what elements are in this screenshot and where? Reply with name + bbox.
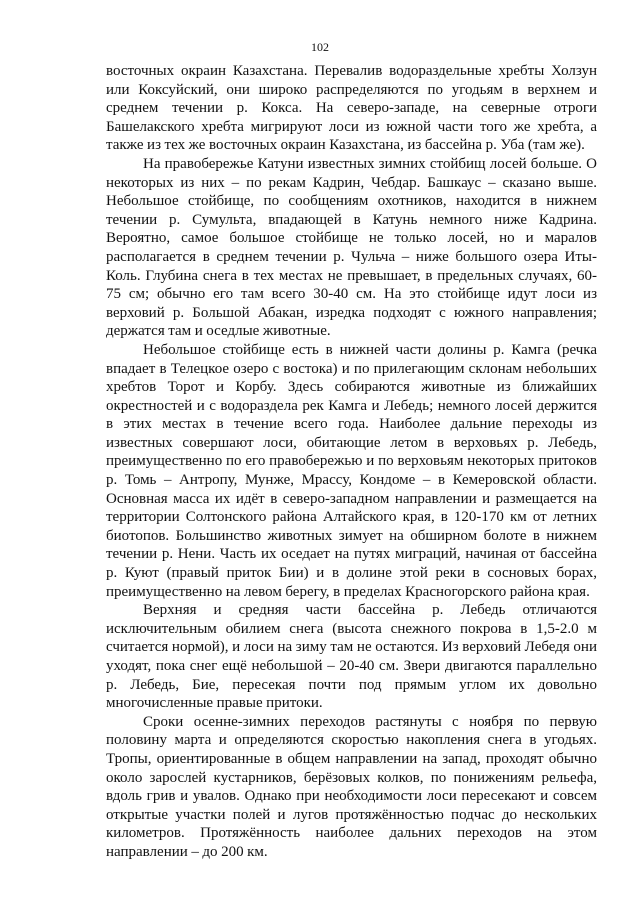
paragraph-lebed-basin: Верхняя и средняя части бассейна р. Лебедь отличаются исключительным обилием снега (высота снежного покрова в 1,5-2.0 м считается нормой), и лоси на зиму там не остаются. Из верховий Лебедя они уходят, пока снег ещё небольшой – 20-40 см. Звери двигаются параллельно р. Лебедь, Бие, пересекая почти под прямым углом их довольно многочисленные правые притоки.: [106, 602, 597, 712]
page-number: 102: [311, 40, 329, 54]
paragraph-continuation: восточных окраин Казахстана. Перевалив водораздельные хребты Холзун или Коксуйский, они широко распределяются по угодьям в верхнем и среднем течении р. Кокса. На северо-западе, на северные отроги Башелакского хребта мигрируют лоси из южной части того же хребта, а также из тех же восточных окраин Казахстана, из бассейна р. Уба (там же).: [106, 63, 597, 154]
paragraph-migration-timing: Сроки осенне-зимних переходов растянуты с ноября по первую половину марта и определяются скоростью накопления снега в угодьях. Тропы, ориентированные в общем направлении на запад, проходят обычно около зарослей кустарников, берёзовых колков, по понижениям рельефа, вдоль грив и увалов. Однако при необходимости лоси пересекают и совсем открытые участки полей и лугов протяжённостью подчас до нескольких километров. Протяжённость наиболее дальних переходов на этом направлении – до 200 км.: [106, 713, 597, 860]
paragraph-katun-right-bank: На правобережье Катуни известных зимних стойбищ лосей больше. О некоторых из них – по рекам Кадрин, Чебдар. Башкаус – сказано выше. Небольшое стойбище, по сообщениям охотников, находится в нижнем течении р. Сумульта, впадающей в Катунь немного ниже Кадрина. Вероятно, самое большое стойбище не только лосей, но и маралов располагается в среднем течении р. Чульча – ниже большого озера Иты-Коль. Глубина снега в тех местах не превышает, в предельных случаях, 60-75 см; обычно его там всего 30-40 см. На это стойбище идут лоси из верховий р. Большой Абакан, изредка подходят с южного направления; держатся там и оседлые животные.: [106, 155, 597, 340]
text-body: [106, 62, 597, 862]
paragraph-kamga-valley: Небольшое стойбище есть в нижней части долины р. Камга (речка впадает в Телецкое озеро с востока) и по прилегающим склонам небольших хребтов Торот и Корбу. Здесь собираются животные из ближайших окрестностей и с водораздела рек Камга и Лебедь; немного лосей держится в этих местах в течение всего года. Наиболее дальние переходы из известных совершают лоси, обитающие летом в верховьях р. Лебедь, преимущественно по его правобережью и по верховьям некоторых притоков р. Томь – Антропу, Мунже, Мрассу, Кондоме – в Кемеровской области. Основная масса их идёт в северо-западном направлении и размещается на территории Солтонского района Алтайского края, в 120-170 км от летних биотопов. Большинство животных зимует на обширном болоте в нижнем течении р. Нени. Часть их оседает на путях миграций, начиная от бассейна р. Куют (правый приток Бии) и в долине этой реки в сосновых борах, преимущественно на левом берегу, в пределах Красногорского района края.: [106, 341, 597, 600]
